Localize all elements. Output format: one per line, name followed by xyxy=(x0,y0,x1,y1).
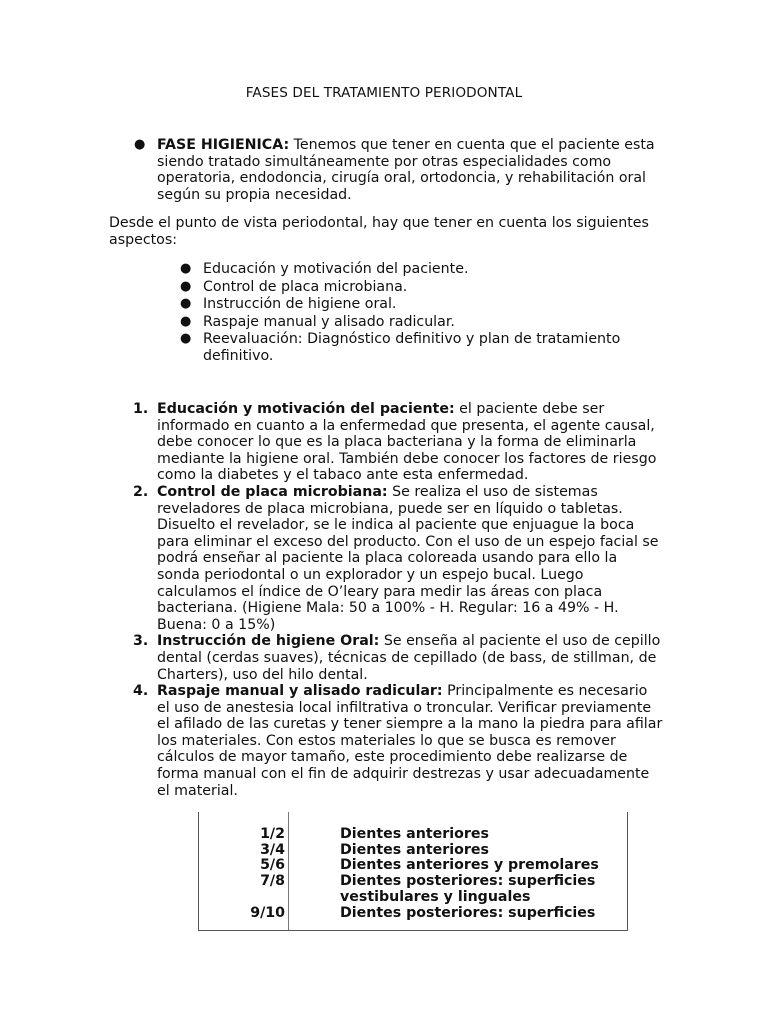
table-cell-code: 1/2 xyxy=(260,826,285,842)
table-cell-description: Dientes anteriores xyxy=(340,842,489,858)
item-label: Raspaje manual y alisado radicular: xyxy=(157,683,443,700)
item-number: 2. xyxy=(133,483,149,500)
item-text: el paciente debe ser informado en cuanto a la enfermedad que presenta, el agente causal, debe conocer lo que es la placa bacteriana y la forma de eliminarla mediante la higiene oral. También debe conocer los factores de riesgo como la diabetes y el tabaco ante esta enfermedad. xyxy=(157,401,657,484)
list-item xyxy=(180,331,660,364)
item-text: Se realiza el uso de sistemas reveladores de placa microbiana, puede ser en líquido o tabletas. Disuelto el revelador, se le indica al paciente que enjuague la boca para eliminar el exceso del producto. Con el uso de un espejo facial se podrá enseñar al paciente la placa coloreada usando para ello la sonda periodontal o un explorador y un espejo bucal. Luego calculamos el índice de O’leary para medir las áreas con placa bacteriana. (Higiene Mala: 50 a 100% - H. Regular: 16 a 49% - H. Buena: 0 a 15%) xyxy=(157,483,659,633)
bullet-icon: ● xyxy=(180,313,192,329)
item-number: 3. xyxy=(133,633,149,650)
item-number: 4. xyxy=(133,683,149,700)
table-cell-description: Dientes anteriores xyxy=(340,826,489,842)
table-cell-description: Dientes posteriores: superficies xyxy=(340,905,596,921)
aspect-text: Control de placa microbiana. xyxy=(203,278,408,295)
fase-higienica-label: FASE HIGIENICA: xyxy=(157,137,290,153)
numbered-item-2 xyxy=(133,484,663,633)
intro-paragraph: Desde el punto de vista periodontal, hay que tener en cuenta los siguientes aspectos: xyxy=(109,215,649,248)
aspect-text: Educación y motivación del paciente. xyxy=(203,261,469,277)
page-title: FASES DEL TRATAMIENTO PERIODONTAL xyxy=(245,85,523,101)
numbered-list xyxy=(133,401,663,799)
fase-higienica-list xyxy=(134,137,664,203)
bullet-icon: ● xyxy=(180,331,192,347)
item-label: Educación y motivación del paciente: xyxy=(157,401,455,417)
list-item xyxy=(180,261,660,278)
item-text: Principalmente es necesario el uso de anestesia local infiltrativa o troncular. Verificar previamente el afilado de las curetas y tener siempre a la mano la piedra para afilar los materiales. Con estos materiales lo que se busca es remover cálculos de mayor tamaño, este procedimiento debe realizarse de forma manual con el fin de adquirir destrezas y usar adecuadamente el material. xyxy=(157,683,663,799)
bullet-icon: ● xyxy=(180,296,192,312)
table-cell-code: 3/4 xyxy=(260,842,285,858)
fase-higienica-text: Tenemos que tener en cuenta que el paciente esta siendo tratado simultáneamente por otras especialidades como operatoria, endodoncia, cirugía oral, ortodoncia, y rehabilitación oral según su propia necesidad. xyxy=(157,137,655,203)
list-item xyxy=(180,314,660,331)
table-cell-code: 5/6 xyxy=(260,857,285,873)
numbered-item-3 xyxy=(133,633,663,683)
list-item xyxy=(134,137,664,203)
table-cell-description: Dientes posteriores: superficies vestibulares y linguales xyxy=(340,873,596,905)
numbered-item-4 xyxy=(133,683,663,799)
aspect-text: Reevaluación: Diagnóstico definitivo y plan de tratamiento definitivo. xyxy=(203,331,621,364)
item-number: 1. xyxy=(133,401,149,417)
plaque-index-table xyxy=(198,812,628,931)
numbered-item-1 xyxy=(133,401,663,484)
item-label: Control de placa microbiana: xyxy=(157,483,388,500)
bullet-icon: ● xyxy=(180,278,192,294)
bullet-icon: ● xyxy=(134,137,146,152)
item-text: Se enseña al paciente el uso de cepillo dental (cerdas suaves), técnicas de cepillado (de bass, de stillman, de Charters), uso del hilo dental. xyxy=(157,633,661,683)
aspects-list xyxy=(180,261,660,366)
table-cell-code: 9/10 xyxy=(250,905,285,921)
table-cell-code: 7/8 xyxy=(260,873,285,889)
aspect-text: Instrucción de higiene oral. xyxy=(203,296,397,313)
list-item xyxy=(180,279,660,296)
list-item xyxy=(180,296,660,313)
table-cell-description: Dientes anteriores y premolares xyxy=(340,857,599,873)
bullet-icon: ● xyxy=(180,261,192,276)
table-divider xyxy=(288,812,289,930)
item-label: Instrucción de higiene Oral: xyxy=(157,633,380,650)
aspect-text: Raspaje manual y alisado radicular. xyxy=(203,313,455,330)
